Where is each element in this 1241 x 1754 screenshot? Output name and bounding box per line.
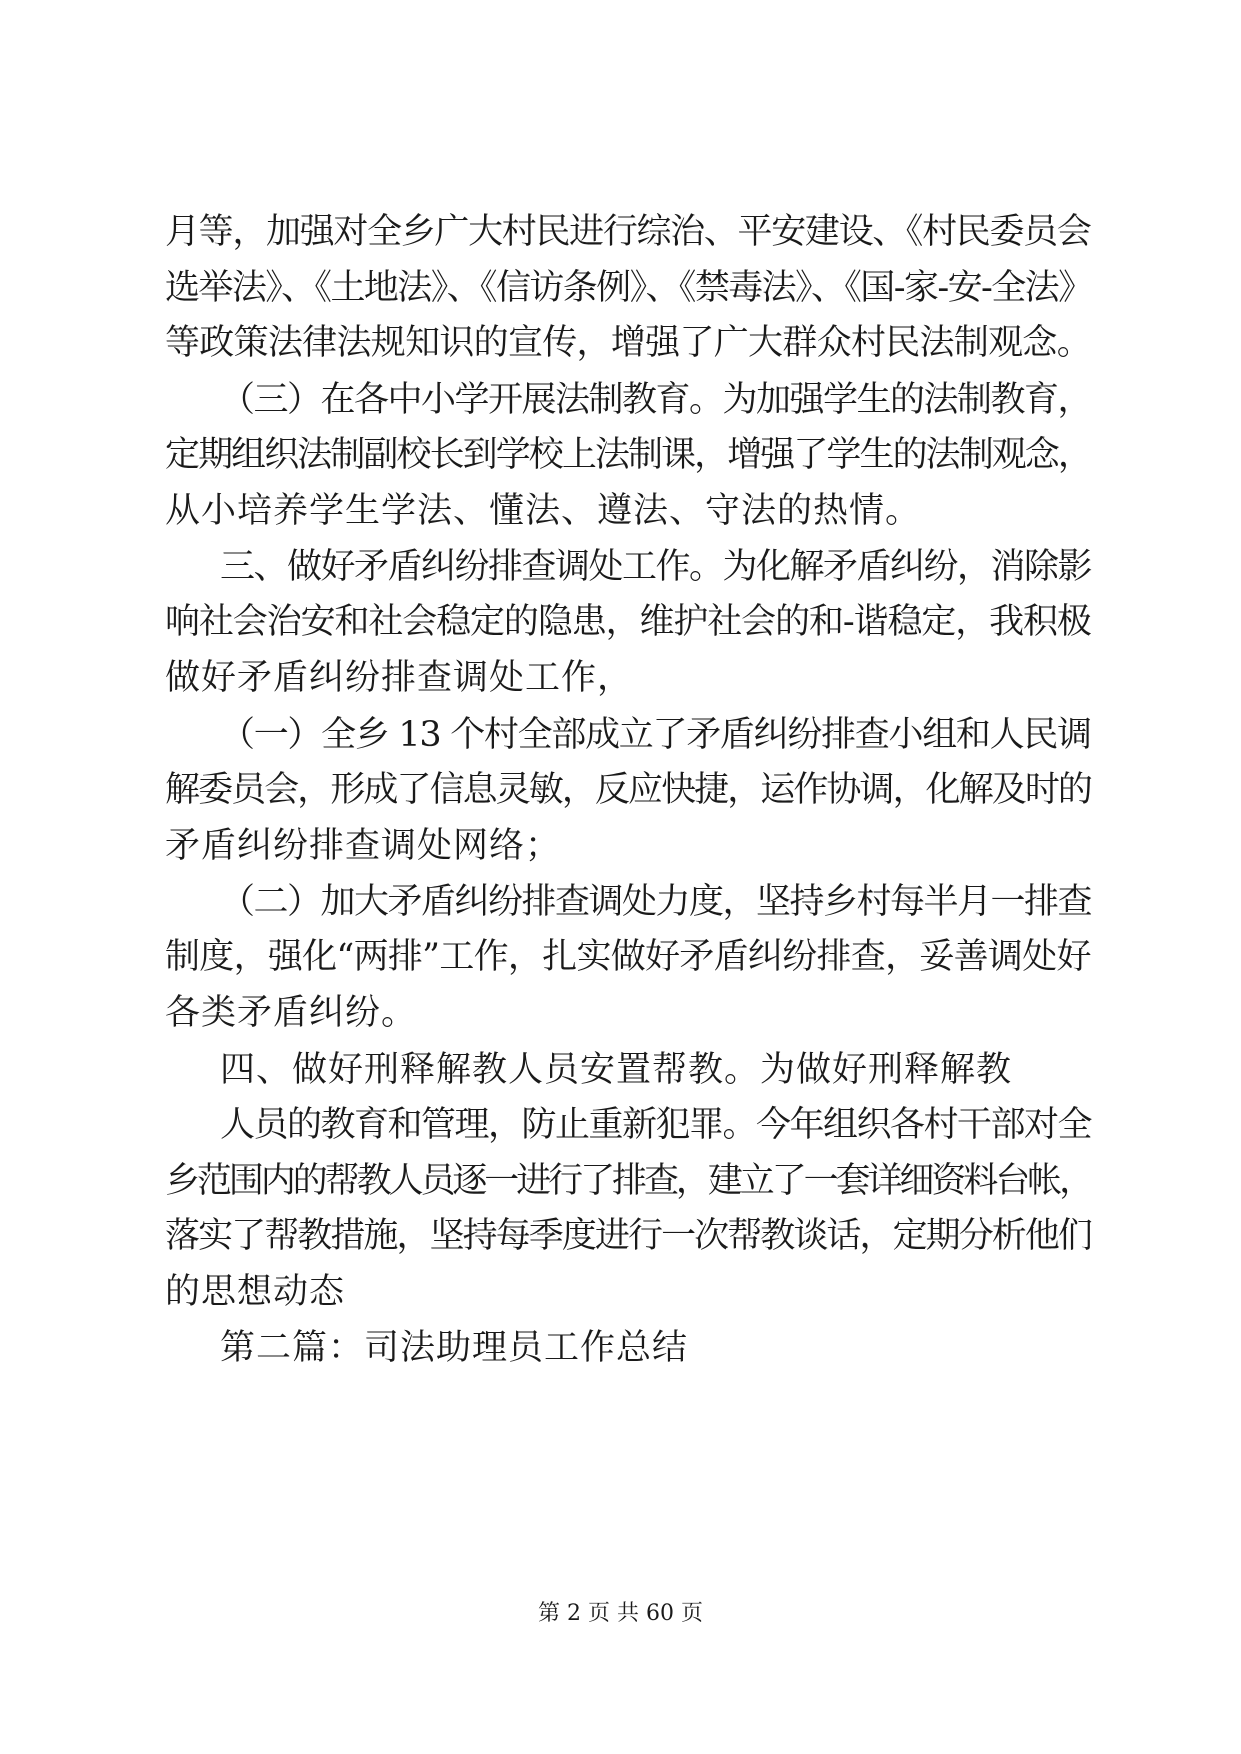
- text-line: 落实了帮教措施，坚持每季度进行一次帮教谈话，定期分析他们: [165, 1216, 1092, 1256]
- text-line: 从小培养学生学法、懂法、遵法、守法的热情。: [165, 491, 922, 531]
- text-line: （一）全乡 13 个村全部成立了矛盾纠纷排查小组和人民调: [220, 715, 1091, 755]
- text-line: （二）加大矛盾纠纷排查调处力度，坚持乡村每半月一排查: [220, 882, 1092, 922]
- text-line: 做好矛盾纠纷排查调处工作，: [165, 658, 634, 698]
- text-line: 四、做好刑释解教人员安置帮教。为做好刑释解教: [220, 1050, 1013, 1090]
- text-line: （三）在各中小学开展法制教育。为加强学生的法制教育，: [220, 380, 1092, 420]
- text-line: 解委员会，形成了信息灵敏，反应快捷，运作协调，化解及时的: [165, 770, 1092, 810]
- text-line: 乡范围内的帮教人员逐一进行了排查，建立了一套详细资料台帐，: [165, 1161, 1092, 1201]
- section-heading: 第二篇：司法助理员工作总结: [220, 1328, 689, 1368]
- text-line: 选举法》、《土地法》、《信访条例》、《禁毒法》、《国-家-安-全法》: [165, 268, 1092, 308]
- text-line: 月等，加强对全乡广大村民进行综治、平安建设、《村民委员会: [165, 212, 1091, 252]
- text-line: 人员的教育和管理，防止重新犯罪。今年组织各村干部对全: [220, 1105, 1092, 1145]
- page-footer: 第 2 页 共 60 页: [538, 1601, 703, 1626]
- text-line: 矛盾纠纷排查调处网络；: [165, 826, 562, 866]
- text-line: 等政策法律法规知识的宣传，增强了广大群众村民法制观念。: [165, 323, 1092, 363]
- text-line: 三、做好矛盾纠纷排查调处工作。为化解矛盾纠纷，消除影: [220, 547, 1092, 587]
- text-line: 定期组织法制副校长到学校上法制课，增强了学生的法制观念，: [165, 435, 1092, 475]
- text-line: 响社会治安和社会稳定的隐患，维护社会的和-谐稳定，我积极: [165, 602, 1091, 642]
- text-line: 制度，强化“两排”工作，扎实做好矛盾纠纷排查，妥善调处好: [165, 937, 1091, 977]
- text-line: 各类矛盾纠纷。: [165, 993, 418, 1033]
- text-line: 的思想动态: [165, 1272, 346, 1312]
